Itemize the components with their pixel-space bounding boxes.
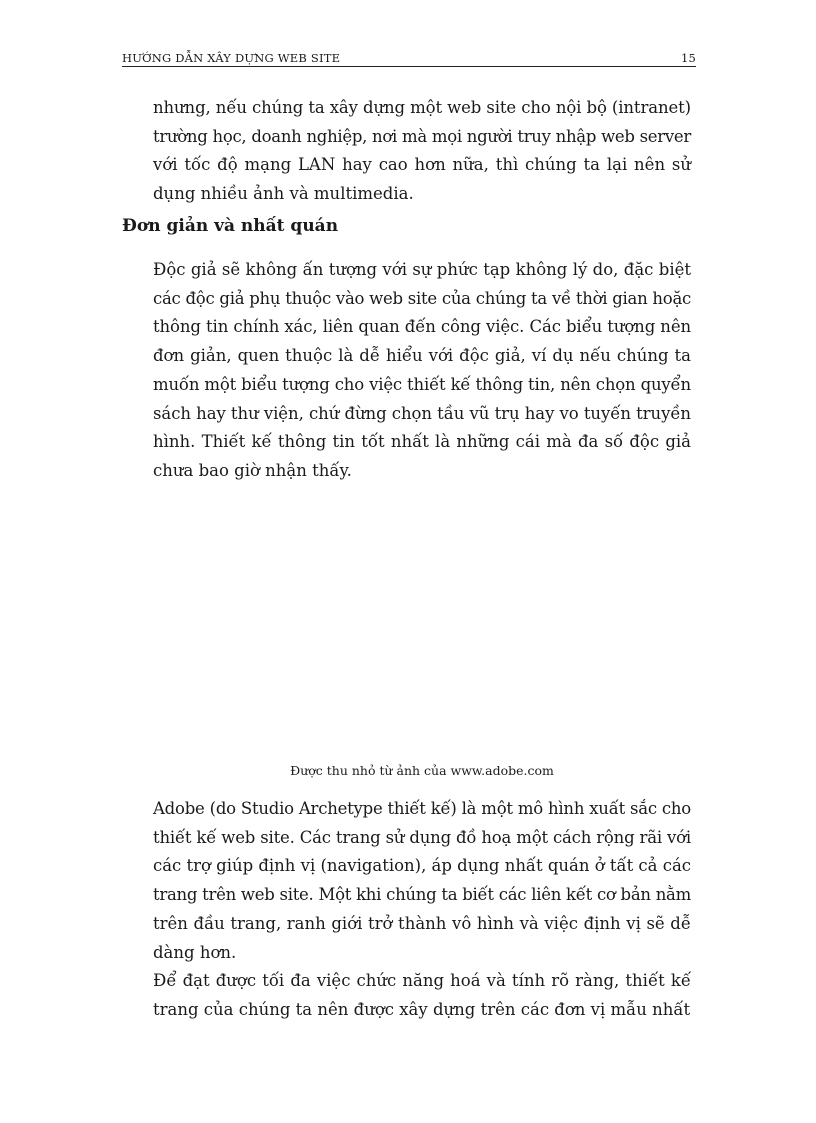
section-heading: Đơn giản và nhất quán (122, 216, 339, 236)
header-title: HƯỚNG DẪN XÂY DỰNG WEB SITE (122, 51, 341, 65)
text-line: trang của chúng ta nên được xây dựng trên các đơn vị mẫu nhất (153, 999, 691, 1019)
text-line: nhưng, nếu chúng ta xây dựng một web site cho nội bộ (intranet) (153, 98, 691, 117)
running-header (122, 50, 696, 67)
text-line: thiết kế web site. Các trang sử dụng đồ hoạ một cách rộng rãi với (153, 827, 691, 847)
text-line: chưa bao giờ nhận thấy. (153, 460, 352, 480)
text-line: Độc giả sẽ không ấn tượng với sự phức tạp không lý do, đặc biệt (153, 260, 691, 279)
text-line: trên đầu trang, ranh giới trở thành vô hình và việc định vị sẽ dễ (153, 913, 691, 933)
text-line: Để đạt được tối đa việc chức năng hoá và tính rõ ràng, thiết kế (153, 971, 691, 990)
text-line: Adobe (do Studio Archetype thiết kế) là một mô hình xuất sắc cho (153, 799, 691, 818)
text-line: các trợ giúp định vị (navigation), áp dụng nhất quán ở tất cả các (153, 856, 691, 876)
text-line: dụng nhiều ảnh và multimedia. (153, 184, 414, 204)
text-line: trường học, doanh nghiệp, nơi mà mọi người truy nhập web server (153, 126, 691, 146)
text-line: đơn giản, quen thuộc là dễ hiểu với độc giả, ví dụ nếu chúng ta (153, 346, 691, 366)
figure-caption: Được thu nhỏ từ ảnh của www.adobe.com (290, 763, 554, 778)
text-line: sách hay thư viện, chứ đừng chọn tầu vũ trụ hay vo tuyến truyền (153, 403, 691, 423)
text-line: với tốc độ mạng LAN hay cao hơn nữa, thì chúng ta lại nên sử (153, 155, 691, 175)
text-line: muốn một biểu tượng cho việc thiết kế thông tin, nên chọn quyển (153, 374, 691, 394)
page-number: 15 (680, 51, 696, 65)
text-line: trang trên web site. Một khi chúng ta biết các liên kết cơ bản nằm (153, 885, 691, 905)
paragraph-functionality (153, 967, 691, 1024)
text-line: các độc giả phụ thuộc vào web site của chúng ta về thời gian hoặc (153, 288, 691, 308)
paragraph-adobe (153, 795, 691, 967)
paragraph-simplicity (153, 256, 691, 486)
paragraph-intranet (153, 94, 691, 209)
text-line: thông tin chính xác, liên quan đến công việc. Các biểu tượng nên (153, 317, 691, 337)
text-line: dàng hơn. (153, 942, 237, 962)
text-line: hình. Thiết kế thông tin tốt nhất là những cái mà đa số độc giả (153, 432, 691, 452)
